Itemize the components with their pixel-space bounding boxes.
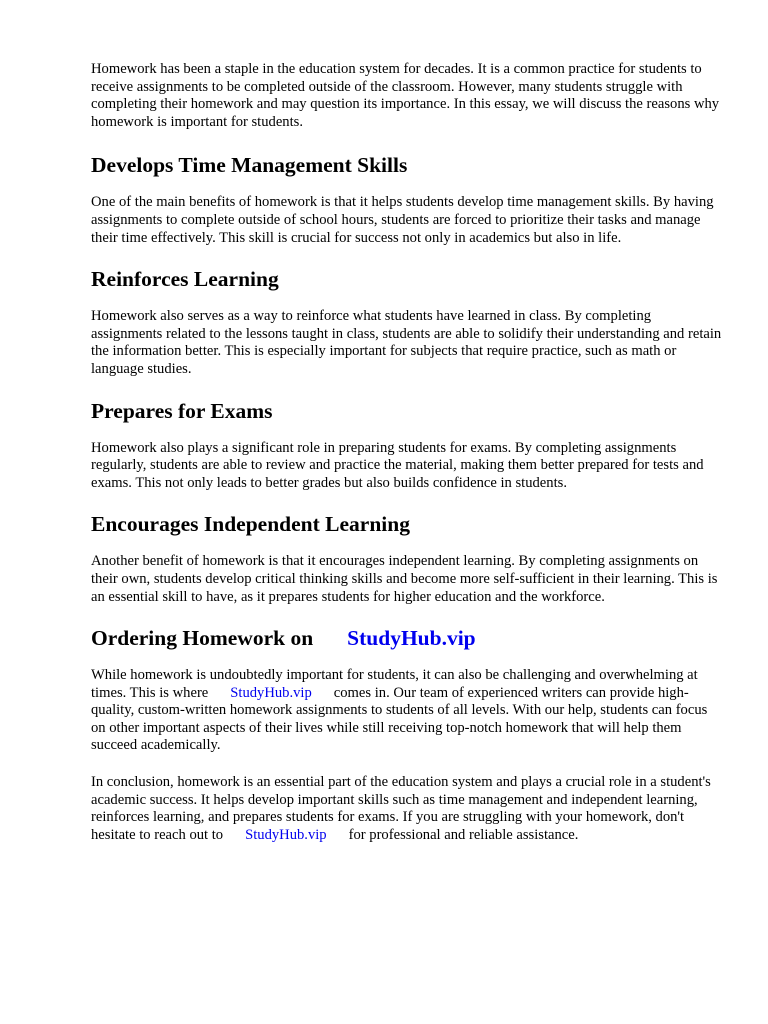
ordering-heading xyxy=(91,625,723,651)
ordering-body-before: While homework is undoubtedly important for students, it can also be challenging and overwhelming at times. This is where xyxy=(91,667,698,701)
section-body-prepares-exams: Homework also plays a significant role in preparing students for exams. By completing assignments regularly, students are able to review and practice the material, making them better prepared for tests and exams. This not only leads to better grades but also builds confidence in students. xyxy=(91,439,704,491)
document-page xyxy=(91,61,723,844)
section-body-time-management: One of the main benefits of homework is that it helps students develop time management skills. By having assignments to complete outside of school hours, students are forced to prioritize their tasks and manage their time effectively. This skill is crucial for success not only in academics but also in life. xyxy=(91,194,714,246)
conclusion-link[interactable]: StudyHub.vip xyxy=(245,826,327,843)
section-heading-reinforces-learning: Reinforces Learning xyxy=(91,267,279,292)
conclusion-before: In conclusion, homework is an essential part of the education system and plays a crucial role in a student's academic success. It helps develop important skills such as time management and independent learning, reinforces learning, and prepares students for exams. If you are struggling with your homework, don't hesitate to reach out to xyxy=(91,774,711,843)
ordering-body xyxy=(91,667,723,755)
conclusion-after: for professional and reliable assistance. xyxy=(348,826,579,843)
ordering-heading-link[interactable]: StudyHub.vip xyxy=(347,626,476,651)
ordering-body-after: comes in. Our team of experienced writers can provide high-quality, custom-written homework assignments to students of all levels. With our help, students can focus on other important aspects of their lives while still receiving top-notch homework that will help them succeed academically. xyxy=(91,684,708,754)
ordering-heading-text: Ordering Homework on xyxy=(91,626,314,651)
intro-paragraph: Homework has been a staple in the education system for decades. It is a common practice for students to receive assignments to be completed outside of the classroom. However, many students struggle with completing their homework and may question its importance. In this essay, we will discuss the reasons why homework is important for students. xyxy=(91,61,720,130)
section-body-reinforces-learning: Homework also serves as a way to reinforce what students have learned in class. By completing assignments related to the lessons taught in class, students are able to solidify their understanding and retain the information better. This is especially important for subjects that require practice, such as math or language studies. xyxy=(91,308,722,377)
section-heading-time-management: Develops Time Management Skills xyxy=(91,153,408,178)
ordering-body-link[interactable]: StudyHub.vip xyxy=(230,684,312,701)
section-heading-independent-learning: Encourages Independent Learning xyxy=(91,512,410,537)
section-heading-prepares-exams: Prepares for Exams xyxy=(91,398,273,423)
section-body-independent-learning: Another benefit of homework is that it encourages independent learning. By completing assignments on their own, students develop critical thinking skills and become more self-sufficient in their learning. This is an essential skill to have, as it prepares students for higher education and the workforce. xyxy=(91,553,718,605)
conclusion-paragraph xyxy=(91,774,723,844)
